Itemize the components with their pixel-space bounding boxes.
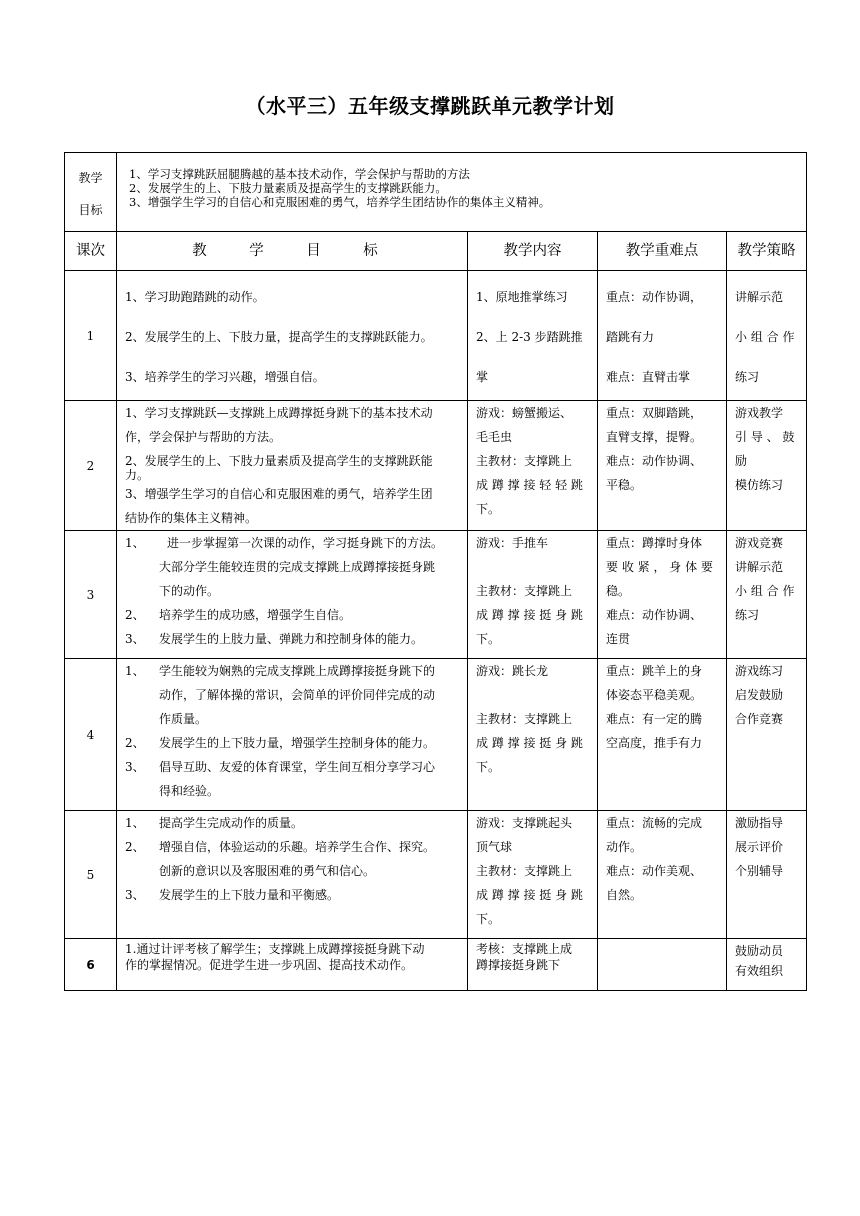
header-difficulty: 教学重难点	[598, 232, 727, 271]
item-number	[125, 683, 159, 707]
row-strategy-line: 合作竞赛	[735, 712, 784, 726]
row-content	[468, 811, 598, 939]
row-goal-item	[125, 731, 461, 755]
row-goal-item	[125, 755, 461, 779]
item-number: 3、	[125, 632, 145, 646]
row-content-line: 成 蹲 撑 接 挺 身 跳	[476, 888, 583, 902]
row-strategy-line: 励	[735, 454, 748, 468]
row-strategy-line: 引 导 、 鼓	[735, 430, 795, 444]
row-content-line: 成 蹲 撑 接 轻 轻 跳	[476, 478, 583, 492]
row-content-line: 毛毛虫	[476, 430, 513, 444]
row-content-line	[476, 555, 591, 579]
item-number: 1、	[125, 816, 145, 830]
row-difficulty-line: 重点：流畅的完成	[606, 816, 703, 830]
row-content-line	[476, 683, 591, 707]
row-goal-item	[125, 627, 461, 651]
row-content-line: 成 蹲 撑 接 挺 身 跳	[476, 608, 583, 622]
row-strategy-line: 讲解示范	[735, 560, 784, 574]
item-text: 提高学生完成动作的质量。	[159, 816, 304, 830]
lesson-number: 2	[65, 401, 117, 531]
item-text: 学生能较为娴熟的完成支撑跳上成蹲撑接挺身跳下的	[159, 664, 436, 678]
lesson-number: 3	[65, 531, 117, 659]
row-difficulty-line: 难点：有一定的腾	[606, 712, 703, 726]
row-content-line: 掌	[476, 370, 489, 384]
row-content-line: 主教材：支撑跳上	[476, 584, 573, 598]
row-strategy-line: 模仿练习	[735, 478, 784, 492]
row-strategy-line: 游戏教学	[735, 406, 784, 420]
row-difficulty	[598, 811, 727, 939]
row-goal-item	[125, 555, 461, 579]
row-difficulty	[598, 939, 727, 991]
row-goal-line: 作的掌握情况。促进学生进一步巩固、提高技术动作。	[125, 958, 414, 972]
item-number	[125, 859, 159, 883]
header-goals: 教 学 目 标	[117, 232, 468, 271]
row-difficulty	[598, 271, 727, 401]
item-number	[125, 555, 159, 579]
row-content-line: 蹲撑接挺身跳下	[476, 958, 561, 972]
row-difficulty-line: 动作。	[606, 840, 643, 854]
row-difficulty-line: 难点：动作协调、	[606, 454, 703, 468]
row-goals	[117, 939, 468, 991]
item-text: 培养学生的成功感，增强学生自信。	[159, 608, 352, 622]
header-row	[65, 232, 807, 271]
goals-content-cell	[117, 153, 807, 232]
row-goal-item	[125, 579, 461, 603]
row-goal-item	[125, 779, 461, 803]
row-goal-item	[125, 531, 461, 555]
row-content-line: 下。	[476, 760, 501, 774]
row-difficulty	[598, 531, 727, 659]
row-strategy	[727, 811, 807, 939]
row-goal-item	[125, 883, 461, 907]
row-content-line: 游戏：手推车	[476, 536, 549, 550]
table-row	[65, 271, 807, 401]
teaching-plan-table	[64, 152, 807, 991]
goals-row	[65, 153, 807, 232]
row-goal-item	[125, 811, 461, 835]
item-number: 1、	[125, 664, 145, 678]
row-content-line: 主教材：支撑跳上	[476, 864, 573, 878]
row-content-line: 主教材：支撑跳上	[476, 712, 573, 726]
row-content	[468, 271, 598, 401]
row-difficulty-line: 空高度，推手有力	[606, 736, 703, 750]
row-goal-line: 2、发展学生的上、下肢力量素质及提高学生的支撑跳跃能	[125, 454, 433, 468]
row-strategy-line: 游戏竞赛	[735, 536, 784, 550]
item-text: 倡导互助、友爱的体育课堂，学生间互相分享学习心	[159, 760, 436, 774]
table-row	[65, 659, 807, 811]
row-goals	[117, 271, 468, 401]
row-strategy-line: 鼓励动员	[735, 944, 784, 958]
row-difficulty-line: 连贯	[606, 632, 631, 646]
row-strategy-line: 激励指导	[735, 816, 784, 830]
row-content-line: 主教材：支撑跳上	[476, 454, 573, 468]
item-text: 发展学生的上肢力量、弹跳力和控制身体的能力。	[159, 632, 424, 646]
table-row	[65, 811, 807, 939]
item-number: 2、	[125, 608, 145, 622]
row-difficulty-line: 踏跳有力	[606, 330, 655, 344]
goals-label-cell	[65, 153, 117, 232]
header-lesson: 课次	[65, 232, 117, 271]
lesson-number: 1	[65, 271, 117, 401]
lesson-number: 5	[65, 811, 117, 939]
row-content-line: 2、上 2-3 步踏跳推	[476, 330, 583, 344]
row-difficulty	[598, 401, 727, 531]
row-strategy-line: 讲解示范	[735, 290, 784, 304]
row-goal-line: 3、增强学生学习的自信心和克服困难的勇气，培养学生团	[125, 487, 433, 501]
item-text: 下的动作。	[159, 584, 220, 598]
row-goal-line: 1、学习支撑跳跃—支撑跳上成蹲撑挺身跳下的基本技术动	[125, 406, 433, 420]
item-text: 创新的意识以及客服困难的勇气和信心。	[159, 864, 376, 878]
item-number: 2、	[125, 840, 145, 854]
header-content: 教学内容	[468, 232, 598, 271]
lesson-number: 6	[65, 939, 117, 991]
row-difficulty-line: 重点：跳羊上的身	[606, 664, 703, 678]
item-number	[125, 579, 159, 603]
row-goals	[117, 401, 468, 531]
row-content-line: 成 蹲 撑 接 挺 身 跳	[476, 736, 583, 750]
row-difficulty-line: 重点：动作协调，	[606, 290, 703, 304]
row-goal-item	[125, 683, 461, 707]
row-goal-line: 3、培养学生的学习兴趣，增强自信。	[125, 370, 325, 384]
row-difficulty	[598, 659, 727, 811]
row-content	[468, 659, 598, 811]
row-difficulty-line: 平稳。	[606, 478, 643, 492]
row-content-line: 下。	[476, 502, 501, 516]
row-goals	[117, 531, 468, 659]
row-strategy-line: 有效组织	[735, 964, 784, 978]
row-strategy-line: 启发鼓励	[735, 688, 784, 702]
row-strategy	[727, 271, 807, 401]
item-text: 大部分学生能较连贯的完成支撑跳上成蹲撑接挺身跳	[159, 560, 436, 574]
row-strategy	[727, 939, 807, 991]
row-strategy-line: 展示评价	[735, 840, 784, 854]
row-strategy-line: 小 组 合 作	[735, 330, 795, 344]
row-content-line: 下。	[476, 912, 501, 926]
row-difficulty-line: 难点：动作协调、	[606, 608, 703, 622]
item-text: 动作，了解体操的常识，会简单的评价同伴完成的动	[159, 688, 436, 702]
document-title: （水平三）五年级支撑跳跃单元教学计划	[245, 94, 615, 118]
row-difficulty-line: 稳。	[606, 584, 631, 598]
row-strategy	[727, 401, 807, 531]
row-strategy-line: 练习	[735, 608, 760, 622]
row-goal-line: 1、学习助跑踏跳的动作。	[125, 290, 265, 304]
row-content-line: 顶气球	[476, 840, 513, 854]
item-number: 3、	[125, 888, 145, 902]
goal-item: 1、学习支撑跳跃屈腿腾越的基本技术动作，学会保护与帮助的方法	[129, 167, 470, 181]
row-content	[468, 401, 598, 531]
row-difficulty-line: 难点：动作美观、	[606, 864, 703, 878]
row-strategy	[727, 531, 807, 659]
row-content-line: 游戏：螃蟹搬运、	[476, 406, 573, 420]
row-goal-line: 结协作的集体主义精神。	[125, 511, 258, 525]
row-difficulty-line: 要 收 紧 ， 身 体 要	[606, 560, 713, 574]
row-difficulty-line: 重点：蹲撑时身体	[606, 536, 703, 550]
row-difficulty-line: 直臂支撑，提臀。	[606, 430, 703, 444]
row-difficulty-line: 体姿态平稳美观。	[606, 688, 703, 702]
table-row	[65, 939, 807, 991]
table-row	[65, 531, 807, 659]
row-content-line: 考核：支撑跳上成	[476, 942, 573, 956]
row-goal-line: 2、发展学生的上、下肢力量，提高学生的支撑跳跃能力。	[125, 330, 433, 344]
header-strategy: 教学策略	[727, 232, 807, 271]
item-number: 2、	[125, 736, 145, 750]
item-number	[125, 779, 159, 803]
lesson-number: 4	[65, 659, 117, 811]
row-goal-item	[125, 835, 461, 859]
item-number: 1、	[125, 536, 145, 550]
row-strategy-line: 个别辅导	[735, 864, 784, 878]
item-number: 3、	[125, 760, 145, 774]
item-text: 作质量。	[159, 712, 208, 726]
item-text: 进一步掌握第一次课的动作，学习挺身跳下的方法。	[167, 536, 444, 550]
item-text: 发展学生的上下肢力量，增强学生控制身体的能力。	[159, 736, 436, 750]
row-content-line: 下。	[476, 632, 501, 646]
row-strategy-line: 游戏练习	[735, 664, 784, 678]
row-goal-line: 作，学会保护与帮助的方法。	[125, 430, 282, 444]
row-strategy	[727, 659, 807, 811]
item-text: 得和经验。	[159, 784, 220, 798]
row-content	[468, 531, 598, 659]
row-content	[468, 939, 598, 991]
row-strategy-line: 练习	[735, 370, 760, 384]
row-difficulty-line: 重点：双脚踏跳，	[606, 406, 703, 420]
goal-item: 3、增强学生学习的自信心和克服困难的勇气，培养学生团结协作的集体主义精神。	[129, 195, 551, 209]
item-text: 发展学生的上下肢力量和平衡感。	[159, 888, 340, 902]
goal-item: 2、发展学生的上、下肢力量素质及提高学生的支撑跳跃能力。	[129, 181, 447, 195]
row-goal-item	[125, 603, 461, 627]
row-goal-line: 力。	[125, 468, 150, 482]
row-goal-line: 1.通过计评考核了解学生；支撑跳上成蹲撑接挺身跳下动	[125, 942, 425, 956]
table-row	[65, 401, 807, 531]
item-number	[125, 707, 159, 731]
row-goals	[117, 659, 468, 811]
row-goal-item	[125, 659, 461, 683]
item-text: 增强自信，体验运动的乐趣。培养学生合作、探究。	[159, 840, 436, 854]
row-difficulty-line: 自然。	[606, 888, 643, 902]
row-content-line: 游戏：跳长龙	[476, 664, 549, 678]
row-goals	[117, 811, 468, 939]
row-content-line: 游戏：支撑跳起头	[476, 816, 573, 830]
row-strategy-line: 小 组 合 作	[735, 584, 795, 598]
row-content-line: 1、原地推掌练习	[476, 290, 568, 304]
row-difficulty-line: 难点：直臂击掌	[606, 370, 691, 384]
goals-label-line1: 教学	[78, 171, 103, 185]
row-goal-item	[125, 707, 461, 731]
row-goal-item	[125, 859, 461, 883]
goals-label-line2: 目标	[78, 203, 103, 217]
